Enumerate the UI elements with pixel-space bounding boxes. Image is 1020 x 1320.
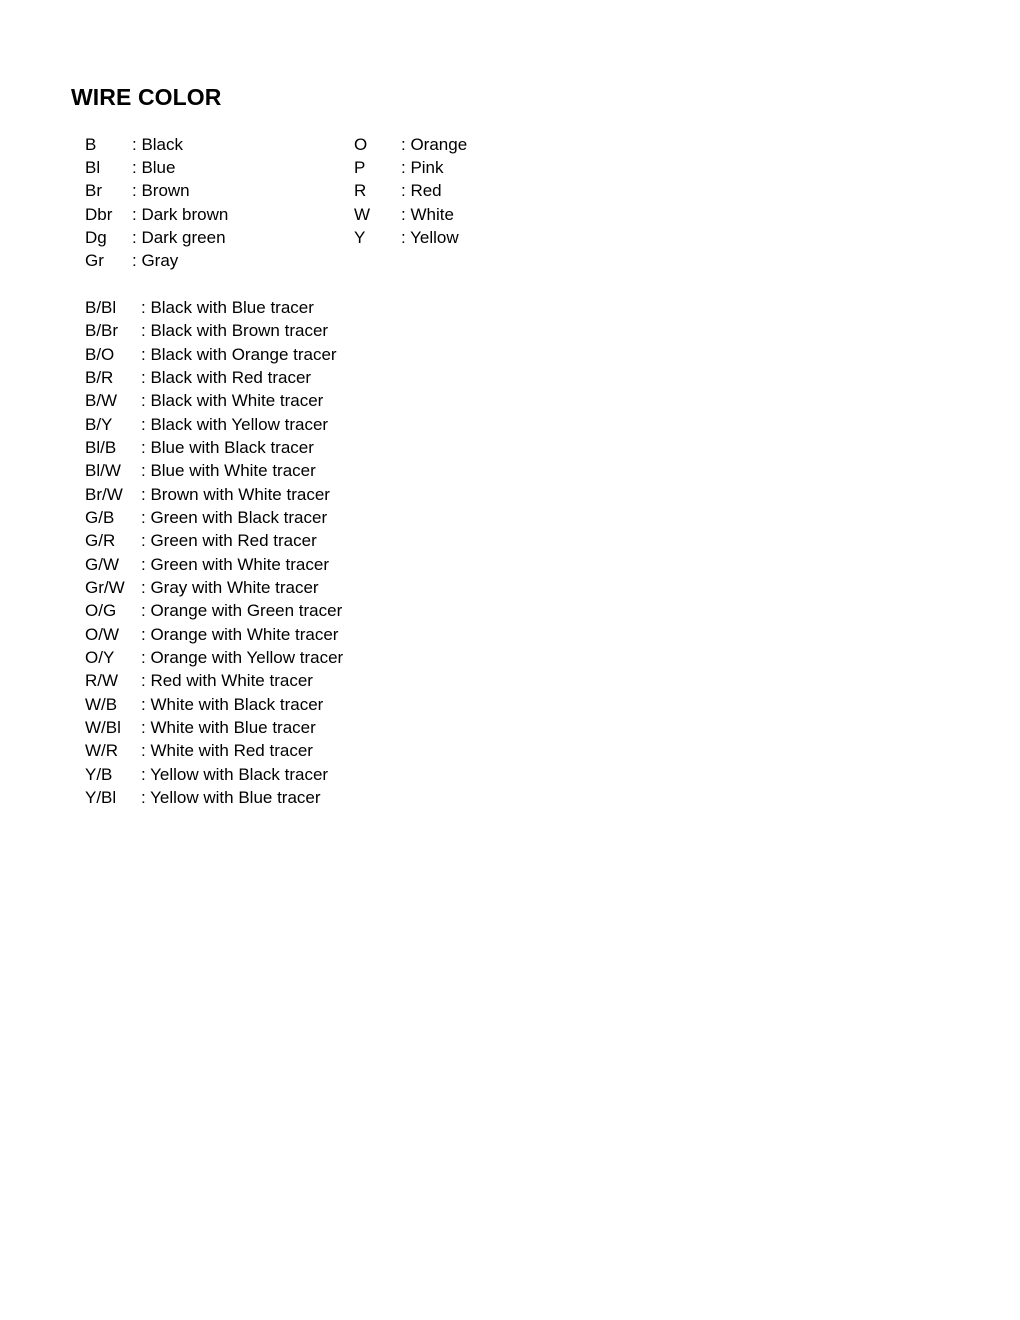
tracer-code: Y/B (85, 765, 113, 784)
tracer-code: O/G (85, 601, 117, 620)
tracer-description: : Black with Blue tracer (141, 298, 314, 317)
tracer-description: : Green with White tracer (141, 555, 330, 574)
tracer-description: : Brown with White tracer (141, 485, 330, 504)
color-description: : White (401, 205, 454, 224)
tracer-description: : Green with Red tracer (141, 531, 317, 550)
tracer-description: : White with Blue tracer (141, 718, 316, 737)
tracer-description: : Blue with Black tracer (141, 438, 314, 457)
tracer-code: R/W (85, 671, 119, 690)
color-description: : Blue (132, 158, 176, 177)
color-description: : Brown (132, 181, 190, 200)
tracer-code: W/R (85, 741, 119, 760)
tracer-description: : Black with Red tracer (141, 368, 312, 387)
tracer-code: G/R (85, 531, 116, 550)
tracer-code: W/B (85, 695, 118, 714)
tracer-description: : Orange with White tracer (141, 625, 339, 644)
tracer-code: B/Y (85, 415, 113, 434)
color-description: : Red (401, 181, 442, 200)
color-description: : Gray (132, 251, 179, 270)
tracer-code: O/W (85, 625, 119, 644)
tracer-code: Bl/B (85, 438, 117, 457)
color-code: Dbr (85, 205, 113, 224)
tracer-description: : Yellow with Black tracer (141, 765, 329, 784)
color-code: O (354, 135, 368, 154)
tracer-code: B/O (85, 345, 115, 364)
tracer-description: : Red with White tracer (141, 671, 313, 690)
color-code: B (85, 135, 97, 154)
tracer-code: B/W (85, 391, 118, 410)
color-code: Y (354, 228, 366, 247)
color-description: : Black (132, 135, 184, 154)
tracer-description: : Green with Black tracer (141, 508, 328, 527)
color-code: Dg (85, 228, 107, 247)
tracer-code: G/B (85, 508, 115, 527)
tracer-code: G/W (85, 555, 119, 574)
tracer-description: : White with Black tracer (141, 695, 324, 714)
tracer-description: : Gray with White tracer (141, 578, 319, 597)
tracer-code: Br/W (85, 485, 123, 504)
color-description: : Dark brown (132, 205, 229, 224)
color-code: Bl (85, 158, 101, 177)
color-description: : Dark green (132, 228, 226, 247)
tracer-code: B/Br (85, 321, 119, 340)
tracer-description: : Blue with White tracer (141, 461, 316, 480)
color-code: W (354, 205, 371, 224)
tracer-description: : Black with Orange tracer (141, 345, 337, 364)
tracer-code: B/Bl (85, 298, 117, 317)
tracer-description: : Orange with Green tracer (141, 601, 343, 620)
tracer-code: Y/Bl (85, 788, 117, 807)
color-description: : Yellow (401, 228, 459, 247)
tracer-description: : Black with Yellow tracer (141, 415, 329, 434)
color-code: Gr (85, 251, 104, 270)
tracer-description: : Orange with Yellow tracer (141, 648, 344, 667)
tracer-description: : Black with White tracer (141, 391, 324, 410)
tracer-description: : Yellow with Blue tracer (141, 788, 321, 807)
tracer-code: B/R (85, 368, 114, 387)
color-description: : Orange (401, 135, 468, 154)
tracer-description: : Black with Brown tracer (141, 321, 329, 340)
color-code: Br (85, 181, 102, 200)
page-title: WIRE COLOR (71, 84, 222, 110)
tracer-code: W/Bl (85, 718, 121, 737)
tracer-code: O/Y (85, 648, 115, 667)
tracer-description: : White with Red tracer (141, 741, 313, 760)
color-code: P (354, 158, 366, 177)
tracer-code: Bl/W (85, 461, 121, 480)
tracer-code: Gr/W (85, 578, 125, 597)
color-code: R (354, 181, 367, 200)
color-description: : Pink (401, 158, 444, 177)
